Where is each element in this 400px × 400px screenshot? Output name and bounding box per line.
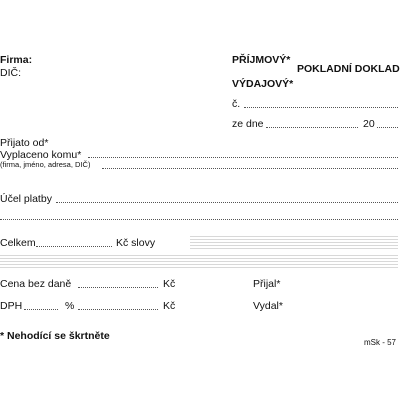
price-currency-label: Kč: [163, 278, 176, 290]
expense-label: VÝDAJOVÝ*: [232, 78, 294, 90]
strike-note: * Nehodící se škrtněte: [0, 330, 110, 342]
firm-label: Firma:: [0, 54, 33, 66]
vat-rate-dotted-line[interactable]: [24, 309, 58, 310]
guide-line: [0, 261, 398, 262]
number-label: č.: [232, 98, 241, 110]
price-dotted-line[interactable]: [78, 287, 158, 288]
income-label: PŘÍJMOVÝ*: [232, 54, 291, 66]
payee-dotted-line-2[interactable]: [102, 168, 398, 169]
price-without-tax-label: Cena bez daně: [0, 278, 72, 290]
guide-line: [190, 239, 398, 240]
number-dotted-line[interactable]: [244, 107, 398, 108]
paid-to-hint: (firma, jméno, adresa, DIČ): [0, 160, 91, 169]
guide-line: [0, 264, 398, 265]
payee-dotted-line[interactable]: [88, 157, 398, 158]
document-title: POKLADNÍ DOKLAD: [297, 63, 400, 75]
guide-line: [190, 236, 398, 237]
received-by-label: Přijal*: [253, 278, 281, 290]
dic-label: DIČ:: [0, 67, 21, 79]
currency-words-label: Kč slovy: [116, 237, 156, 249]
guide-line: [0, 258, 398, 259]
paid-to-label: Vyplaceno komu*: [0, 149, 82, 161]
total-dotted-line[interactable]: [36, 246, 112, 247]
vat-label: DPH: [0, 300, 23, 312]
year-dotted-line[interactable]: [377, 127, 398, 128]
guide-line: [190, 245, 398, 246]
purpose-label: Účel platby: [0, 193, 52, 205]
year-label: 20: [363, 118, 375, 130]
purpose-dotted-line[interactable]: [56, 202, 398, 203]
issued-by-label: Vydal*: [253, 300, 283, 312]
date-label: ze dne: [232, 118, 264, 130]
guide-line: [0, 267, 398, 268]
date-dotted-line[interactable]: [266, 127, 358, 128]
form-code: mSk - 57: [364, 338, 397, 347]
purpose-dotted-line-2[interactable]: [0, 219, 398, 220]
vat-currency-label: Kč: [163, 300, 176, 312]
guide-line: [190, 248, 398, 249]
vat-amount-dotted-line[interactable]: [78, 309, 158, 310]
received-from-label: Přijato od*: [0, 137, 49, 149]
percent-label: %: [65, 300, 75, 312]
guide-line: [190, 242, 398, 243]
guide-line: [0, 255, 398, 256]
total-label: Celkem: [0, 237, 36, 249]
